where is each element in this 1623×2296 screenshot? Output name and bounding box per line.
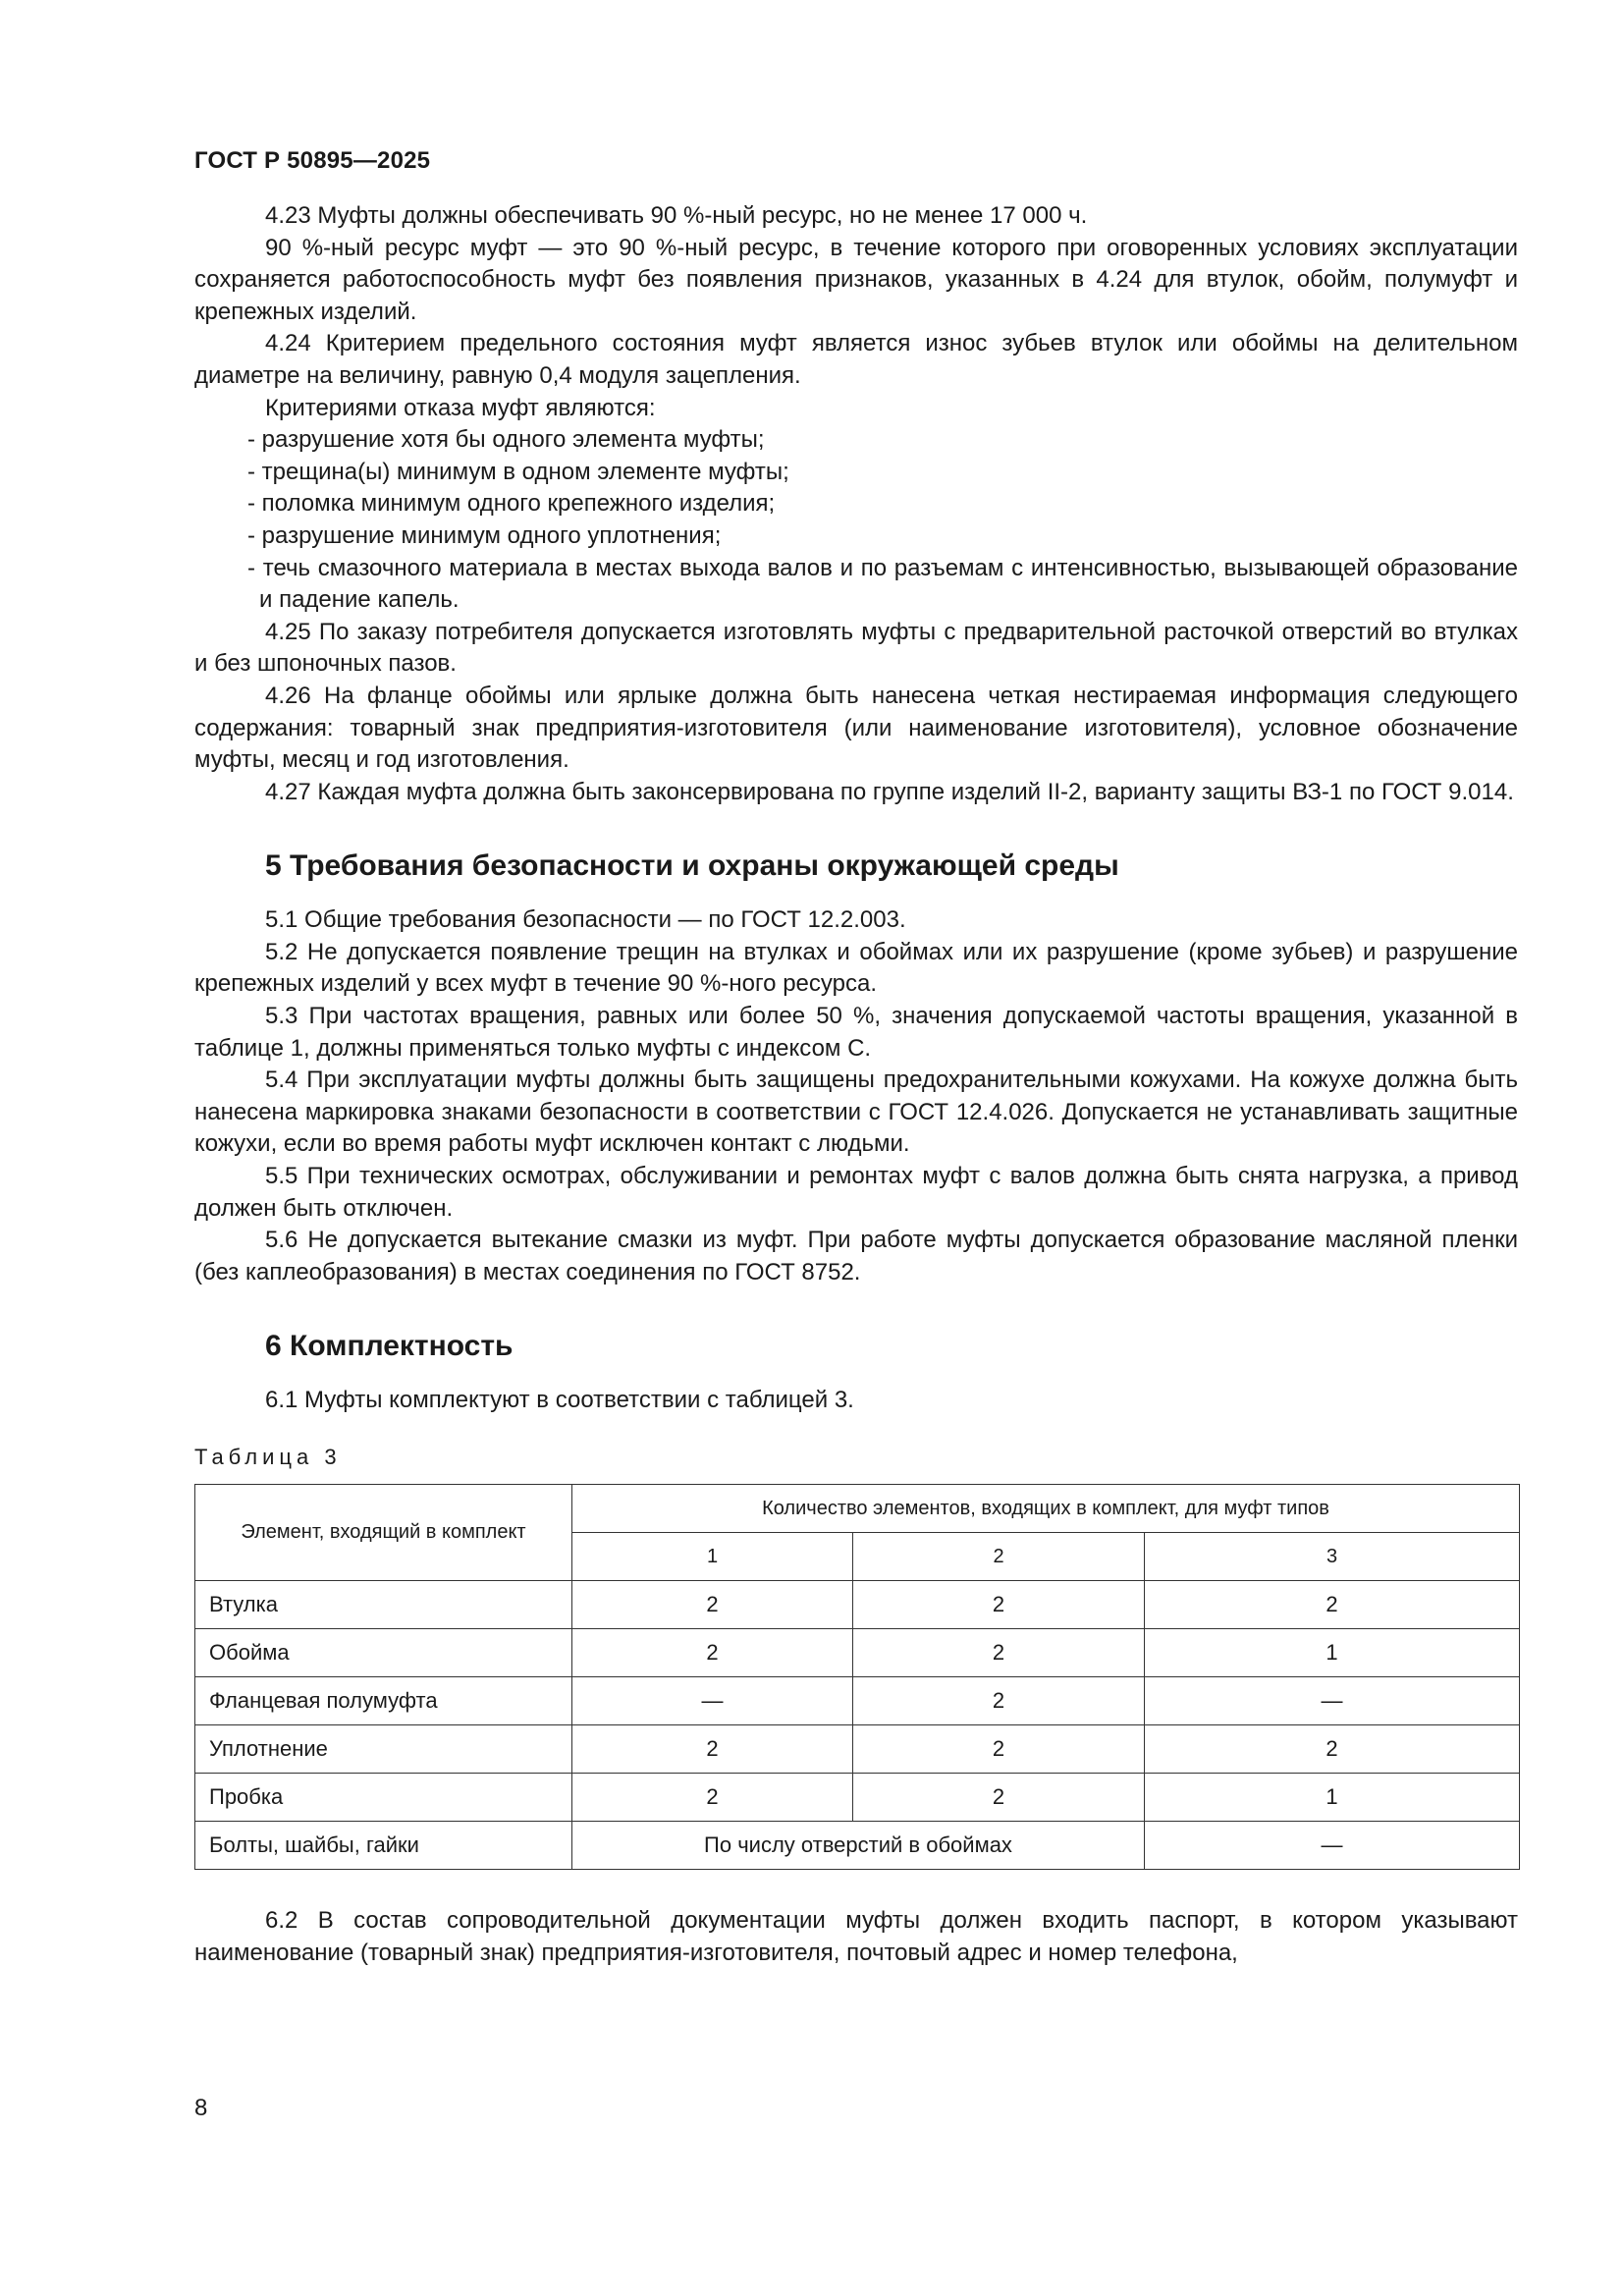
table-row [195,1581,1520,1629]
criteria-item: - разрушение минимум одного уплотнения; [247,521,722,549]
cell-merged-type-1-2: По числу отверстий в обоймах [572,1822,1145,1870]
paragraph-5-1: 5.1 Общие требования безопасности — по ГОСТ 12.2.003. [265,906,906,934]
criteria-item: - поломка минимум одного крепежного изделия; [247,490,776,518]
paragraph-5-3: 5.3 При частотах вращения, равных или более 50 %, значения допускаемой частоты вращения, указанной в таблице 1, должны применяться только муфты с индексом С. [194,1003,1518,1062]
cell-type-1: 2 [572,1581,853,1629]
header-type-3: 3 [1145,1533,1520,1581]
row-name: Фланцевая полумуфта [195,1677,572,1725]
cell-type-2: 2 [853,1774,1145,1822]
criteria-item: - течь смазочного материала в местах выхода валов и по разъемам с интенсивностью, вызывающей образование и падение капель. [247,554,1518,614]
section-6-title: 6 Комплектность [265,1330,514,1363]
cell-type-2: 2 [853,1725,1145,1774]
table-row [195,1629,1520,1677]
cell-type-3: 1 [1145,1629,1520,1677]
section-5-body [194,904,1518,1288]
cell-type-1: 2 [572,1725,853,1774]
row-name: Обойма [195,1629,572,1677]
table-row [195,1822,1520,1870]
section-4-continuation [194,200,1518,808]
row-name: Втулка [195,1581,572,1629]
paragraph-6-1: 6.1 Муфты комплектуют в соответствии с таблицей 3. [265,1387,854,1414]
header-quantity-group: Количество элементов, входящих в комплект, для муфт типов [572,1485,1520,1533]
paragraph-4-23-resource: 90 %-ный ресурс муфт — это 90 %-ный ресурс, в течение которого при оговоренных условиях эксплуатации сохраняется работоспособность муфт без появления признаков, указанных в 4.24 для втулок, обойм, полумуфт и крепежных изделий. [194,234,1518,325]
paragraph-4-25: 4.25 По заказу потребителя допускается изготовлять муфты с предварительной расточкой отверстий во втулках и без шпоночных пазов. [194,618,1518,678]
cell-type-2: 2 [853,1581,1145,1629]
row-name: Болты, шайбы, гайки [195,1822,572,1870]
cell-type-3: 2 [1145,1725,1520,1774]
cell-type-1: 2 [572,1774,853,1822]
criteria-item: - трещина(ы) минимум в одном элементе муфты; [247,458,789,485]
table-row [195,1677,1520,1725]
paragraph-4-23: 4.23 Муфты должны обеспечивать 90 %-ный ресурс, но не менее 17 000 ч. [265,202,1088,229]
criteria-item: - разрушение хотя бы одного элемента муфты; [247,426,765,454]
table-row [195,1774,1520,1822]
table-3 [194,1484,1520,1870]
table-header-row [195,1485,1520,1533]
table-row [195,1725,1520,1774]
document-header: ГОСТ Р 50895—2025 [194,147,431,174]
cell-type-3: — [1145,1677,1520,1725]
section-6-continuation [194,1905,1518,1969]
header-type-2: 2 [853,1533,1145,1581]
section-6-body [194,1385,1518,1417]
paragraph-5-2: 5.2 Не допускается появление трещин на втулках и обоймах или их разрушение (кроме зубьев) и разрушение крепежных изделий у всех муфт в течение 90 %-ного ресурса. [194,938,1518,998]
cell-type-2: 2 [853,1677,1145,1725]
cell-type-1: 2 [572,1629,853,1677]
paragraph-4-26: 4.26 На фланце обоймы или ярлыке должна быть нанесена четкая нестираемая информация следующего содержания: товарный знак предприятия-изготовителя (или наименование изготовителя), условное обозначение муфты, месяц и год изготовления. [194,682,1518,774]
section-5-title: 5 Требования безопасности и охраны окружающей среды [265,849,1119,883]
criteria-intro: Критериями отказа муфт являются: [265,394,656,421]
table-caption: Таблица 3 [194,1445,342,1469]
cell-type-3: 1 [1145,1774,1520,1822]
cell-type-3: — [1145,1822,1520,1870]
document-page [194,147,1518,1969]
cell-type-1: — [572,1677,853,1725]
paragraph-4-27: 4.27 Каждая муфта должна быть законсервирована по группе изделий II-2, варианту защиты ВЗ-1 по ГОСТ 9.014. [265,778,1514,805]
page-number: 8 [194,2095,208,2121]
cell-type-3: 2 [1145,1581,1520,1629]
row-name: Уплотнение [195,1725,572,1774]
header-type-1: 1 [572,1533,853,1581]
paragraph-5-5: 5.5 При технических осмотрах, обслуживании и ремонтах муфт с валов должна быть снята нагрузка, а привод должен быть отключен. [194,1163,1518,1222]
paragraph-5-4: 5.4 При эксплуатации муфты должны быть защищены предохранительными кожухами. На кожухе должна быть нанесена маркировка знаками безопасности в соответствии с ГОСТ 12.4.026. Допускается не устанавливать защитные кожухи, если во время работы муфт исключен контакт с людьми. [194,1066,1518,1158]
paragraph-4-24: 4.24 Критерием предельного состояния муфт является износ зубьев втулок или обоймы на делительном диаметре на величину, равную 0,4 модуля зацепления. [194,330,1518,389]
paragraph-6-2: 6.2 В состав сопроводительной документации муфты должен входить паспорт, в котором указывают наименование (товарный знак) предприятия-изготовителя, почтовый адрес и номер телефона, [194,1907,1518,1966]
row-name: Пробка [195,1774,572,1822]
paragraph-5-6: 5.6 Не допускается вытекание смазки из муфт. При работе муфты допускается образование масляной пленки (без каплеобразования) в местах соединения по ГОСТ 8752. [194,1227,1518,1285]
header-element: Элемент, входящий в комплект [195,1485,572,1581]
cell-type-2: 2 [853,1629,1145,1677]
